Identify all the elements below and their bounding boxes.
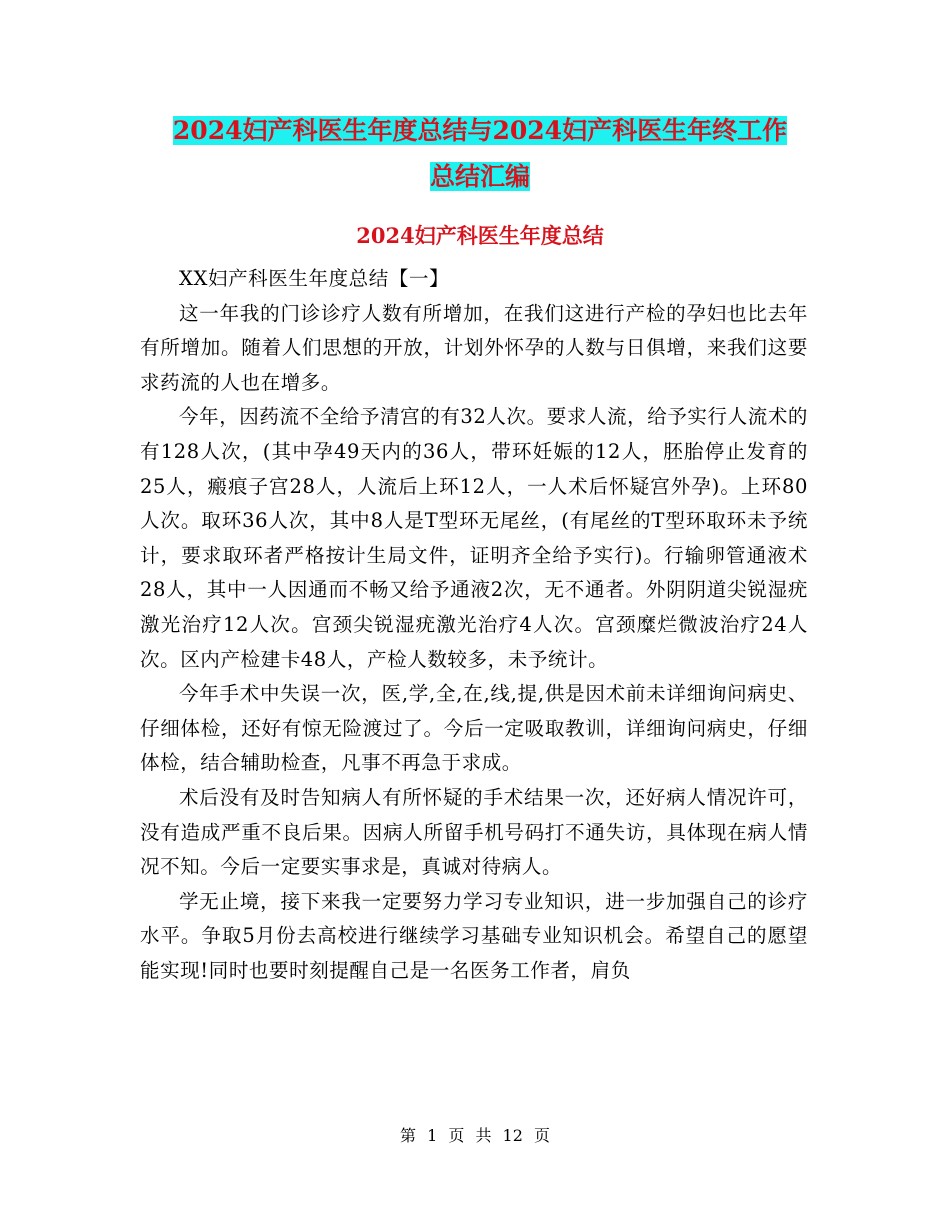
paragraph: 这一年我的门诊诊疗人数有所增加，在我们这进行产检的孕妇也比去年有所增加。随着人们思想的开放，计划外怀孕的人数与日俱增，来我们这要求药流的人也在增多。 [140, 301, 808, 394]
document-body [140, 262, 808, 988]
document-title [140, 108, 820, 200]
page-footer: 第 1 页 共 12 页 [400, 1126, 550, 1145]
paragraph: 术后没有及时告知病人有所怀疑的手术结果一次，还好病人情况许可，没有造成严重不良后果。因病人所留手机号码打不通失访，具体现在病人情况不知。今后一定要实事求是，真诚对待病人。 [140, 785, 808, 879]
paragraph: 学无止境，接下来我一定要努力学习专业知识，进一步加强自己的诊疗水平。争取5月份去高校进行继续学习基础专业知识机会。希望自己的愿望能实现!同时也要时刻提醒自己是一名医务工作者，肩负 [140, 889, 808, 982]
section-title: 2024妇产科医生年度总结 [356, 223, 604, 248]
document-title-line1: 2024妇产科医生年度总结与2024妇产科医生年终工作 [172, 116, 788, 145]
paragraph: 今年手术中失误一次，医,学,全,在,线,提,供是因术前未详细询问病史、仔细体检，还好有惊无险渡过了。今后一定吸取教训，详细询问病史，仔细体检，结合辅助检查，凡事不再急于求成。 [140, 682, 808, 775]
paragraph: 今年，因药流不全给予清宫的有32人次。要求人流，给予实行人流术的有128人次，(其中孕49天内的36人，带环妊娠的12人，胚胎停止发育的25人，瘢痕子宫28人，人流后上环12人，一人术后怀疑宫外孕)。上环80人次。取环36人次，其中8人是T型环无尾丝，(有尾丝的T型环取环未予统计，要求取环者严格按计生局文件，证明齐全给予实行)。行输卵管通液术28人，其中一人因通而不畅又给予通液2次，无不通者。外阴阴道尖锐湿疣激光治疗12人次。宫颈尖锐湿疣激光治疗4人次。宫颈糜烂微波治疗24人次。区内产检建卡48人，产检人数较多，未予统计。 [140, 405, 809, 671]
paragraph-heading: XX妇产科医生年度总结【一】 [179, 267, 450, 290]
document-title-line2: 总结汇编 [429, 162, 530, 191]
